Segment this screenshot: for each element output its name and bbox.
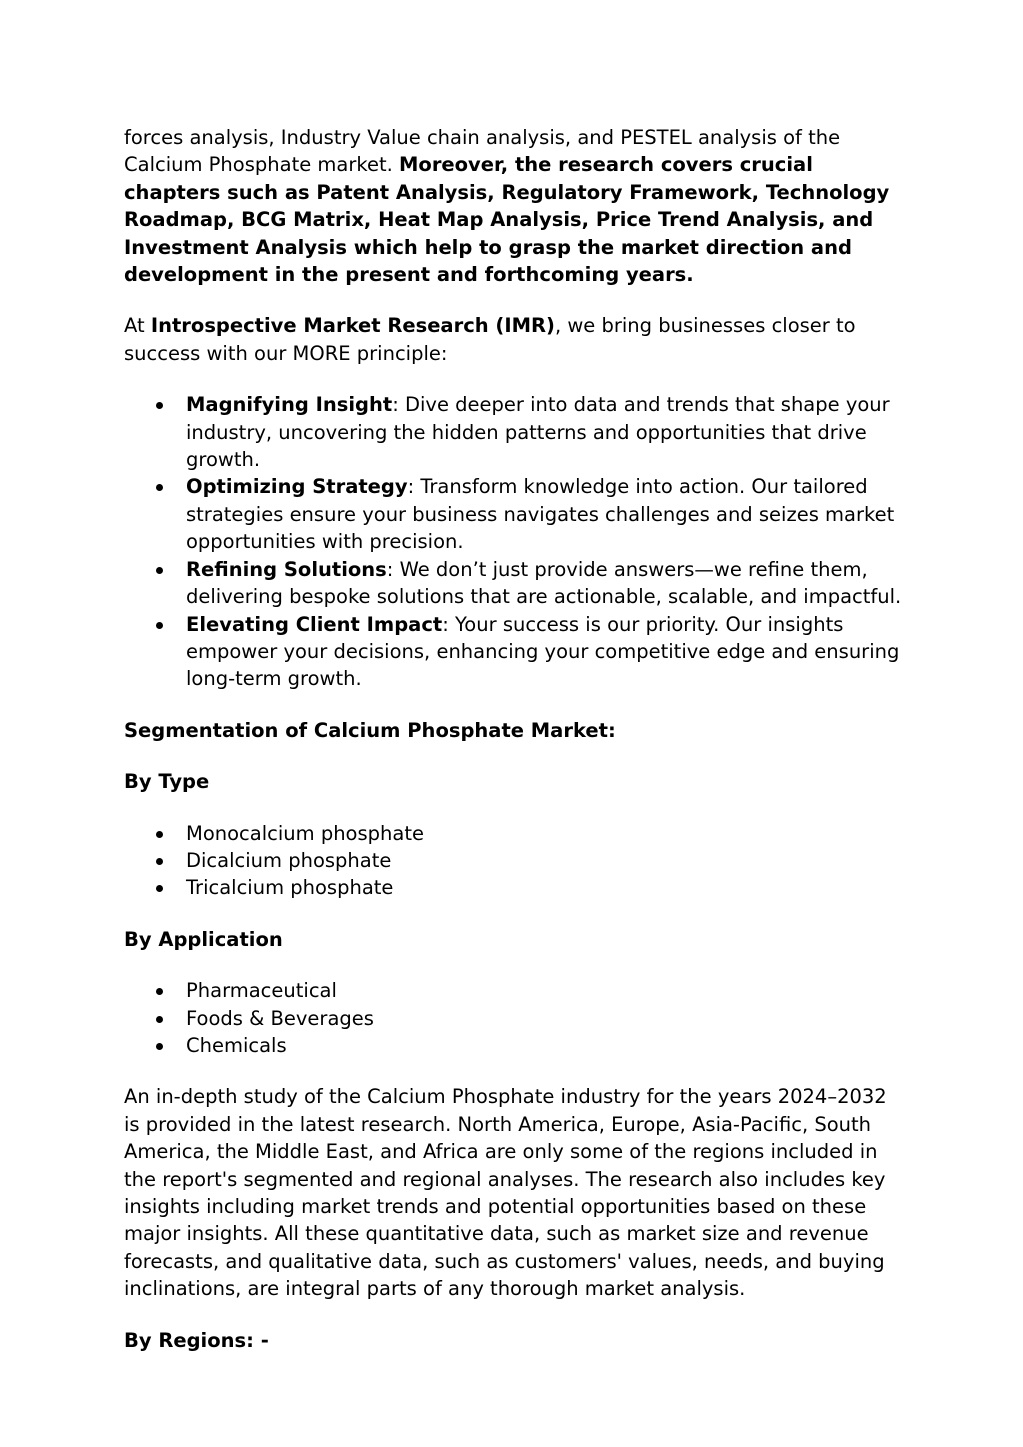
segmentation-heading: Segmentation of Calcium Phosphate Market: [124, 718, 616, 742]
list-item [124, 611, 904, 693]
document-page [124, 124, 904, 1378]
by-type-list [124, 820, 904, 902]
principle-text: : Dive deeper into data and trends that shape your industry, uncovering the hidden patterns and opportunities that drive growth. [186, 393, 890, 472]
list-item: Tricalcium phosphate [124, 874, 904, 901]
imr-suffix: , we bring businesses closer to success with our MORE principle: [124, 314, 856, 365]
intro-text: forces analysis, Industry Value chain analysis, and PESTEL analysis of the Calcium Phosphate market. [124, 126, 841, 177]
list-item: Chemicals [124, 1032, 904, 1059]
imr-prefix: At [124, 314, 151, 338]
intro-bold-text: Moreover, the research covers crucial chapters such as Patent Analysis, Regulatory Framework, Technology Roadmap, BCG Matrix, Heat Map Analysis, Price Trend Analysis, and Investment Analysis which help to grasp the market direction and development in the present and forthcoming years. [124, 153, 890, 287]
principle-text: : Your success is our priority. Our insights empower your decisions, enhancing your competitive edge and ensuring long-term growth. [186, 612, 900, 691]
imr-name: Introspective Market Research (IMR) [150, 314, 555, 338]
list-item: Pharmaceutical [124, 977, 904, 1004]
principle-text: : We don’t just provide answers—we refine them, delivering bespoke solutions that are actionable, scalable, and impactful. [186, 557, 902, 609]
principle-text: : Transform knowledge into action. Our tailored strategies ensure your business navigates challenges and seizes market opportunities with precision. [186, 475, 895, 554]
list-item: Dicalcium phosphate [124, 847, 904, 874]
by-application-heading: By Application [124, 927, 283, 951]
intro-paragraph [124, 124, 904, 288]
principle-title: Elevating Client Impact [186, 612, 443, 636]
study-paragraph: An in-depth study of the Calcium Phosphate industry for the years 2024–2032 is provided in the latest research. North America, Europe, Asia-Pacific, South America, the Middle East, and Africa are only some of the regions included in the report's segmented and regional analyses. The research also includes key insights including market trends and potential opportunities based on these major insights. All these quantitative data, such as market size and revenue forecasts, and qualitative data, such as customers' values, needs, and buying inclinations, are integral parts of any thorough market analysis. [124, 1085, 887, 1301]
list-item [124, 391, 904, 473]
list-item: Foods & Beverages [124, 1005, 904, 1032]
more-principles-list [124, 391, 904, 692]
imr-paragraph [124, 312, 904, 367]
by-regions-heading: By Regions: - [124, 1328, 269, 1352]
by-type-heading: By Type [124, 770, 210, 794]
list-item: Monocalcium phosphate [124, 820, 904, 847]
list-item [124, 473, 904, 555]
principle-title: Refining Solutions [186, 557, 387, 581]
principle-title: Optimizing Strategy [186, 475, 408, 499]
list-item [124, 556, 904, 611]
principle-title: Magnifying Insight [186, 393, 393, 417]
by-application-list [124, 977, 904, 1059]
